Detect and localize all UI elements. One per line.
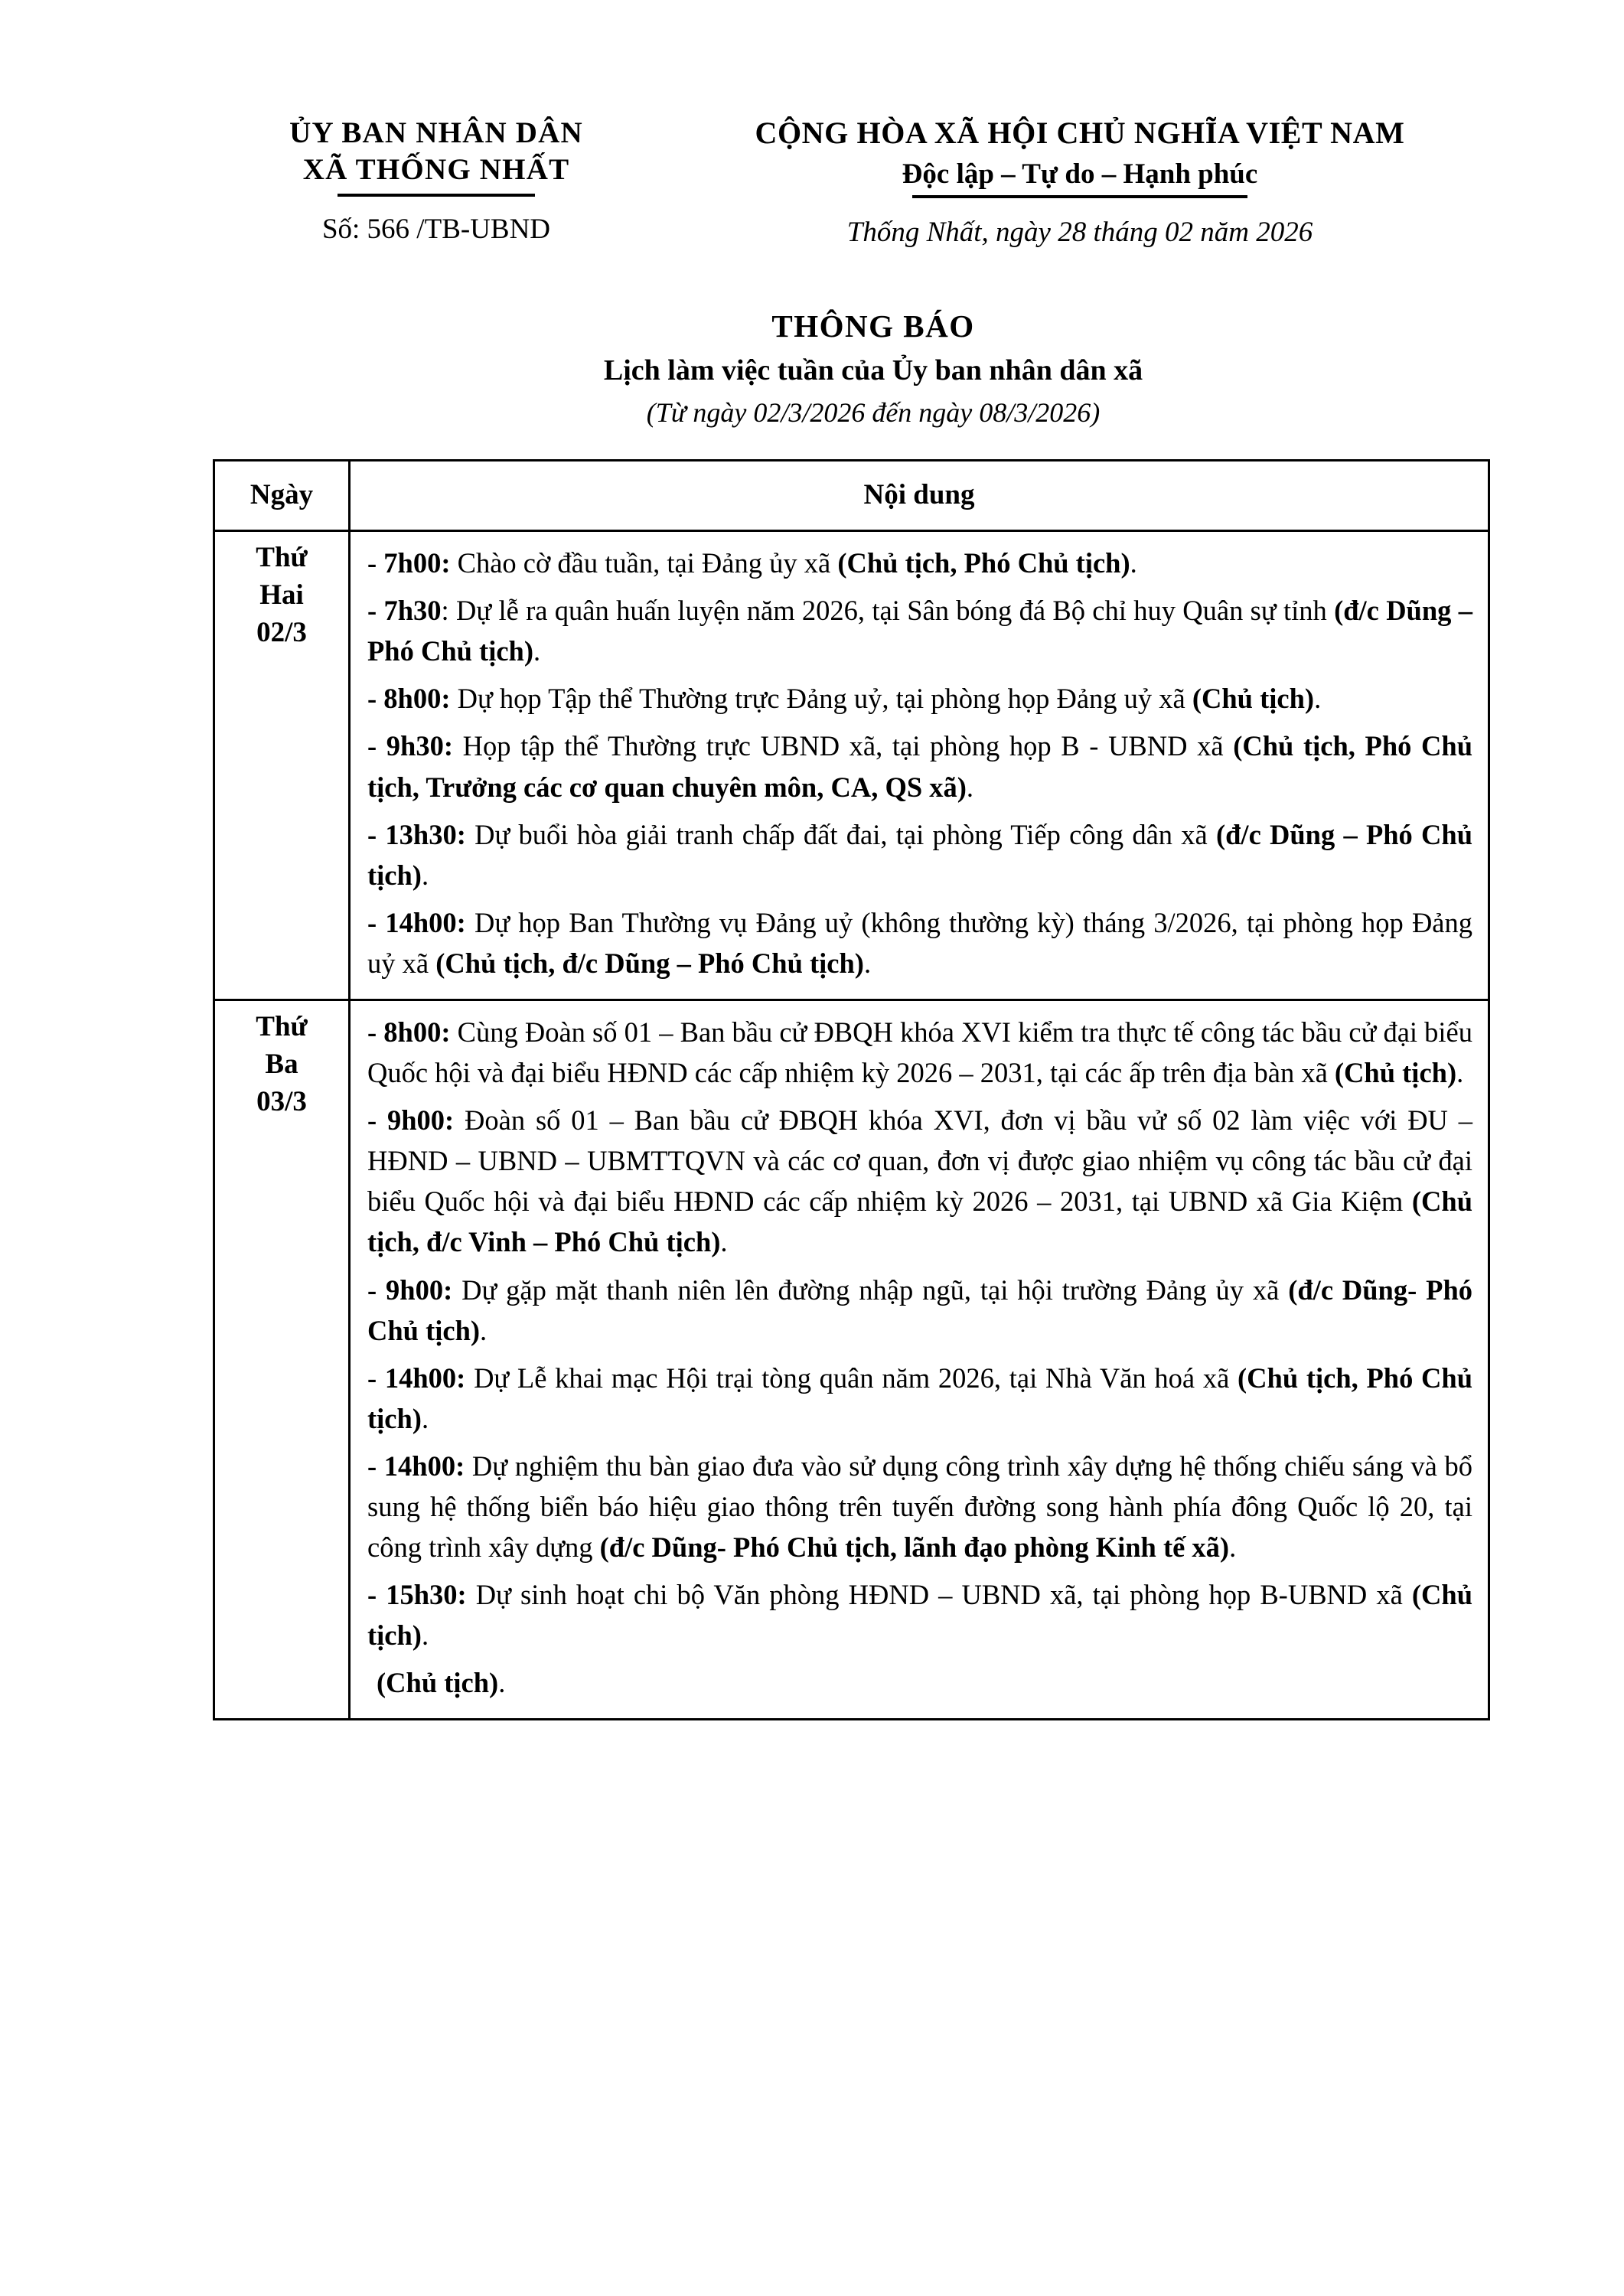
entry-time: - 14h00: <box>367 1450 465 1482</box>
entry-attendees: (đ/c Dũng – Phó Chủ tịch) <box>367 595 1472 667</box>
entry-attendees: (Chủ tịch, Phó Chủ tịch) <box>837 547 1130 579</box>
entry-time: - 7h30 <box>367 595 442 627</box>
day-cell <box>214 1000 350 1720</box>
entry-time: - 14h00: <box>367 1362 466 1394</box>
schedule-entry <box>367 1100 1472 1262</box>
entry-body: Cùng Đoàn số 01 – Ban bầu cử ĐBQH khóa XVI kiểm tra thực tế công tác bầu cử đại biểu Quốc hội và đại biểu HĐND các cấp nhiệm kỳ 2026 – 2031, tại các ấp trên địa bàn xã <box>367 1016 1472 1089</box>
entry-tail: . <box>421 859 429 891</box>
entry-attendees: (Chủ tịch, đ/c Dũng – Phó Chủ tịch) <box>435 947 864 979</box>
national-motto: Độc lập – Tự do – Hạnh phúc <box>902 158 1258 190</box>
entry-body: Chào cờ đầu tuần, tại Đảng ủy xã <box>450 547 838 579</box>
day-label-line: 03/3 <box>256 1085 307 1117</box>
national-heading-block <box>635 115 1624 249</box>
entry-attendees: (Chủ tịch, Phó Chủ tịch) <box>367 1362 1473 1434</box>
entry-body: Dự họp Ban Thường vụ Đảng uỷ (không thường kỳ) tháng 3/2026, tại phòng họp Đảng uỷ xã <box>367 906 1473 979</box>
content-cell <box>350 531 1489 1000</box>
entry-time: - 9h00: <box>367 1274 453 1306</box>
schedule-table-container <box>0 459 1624 1720</box>
entry-attendees: (đ/c Dũng- Phó Chủ tịch, lãnh đạo phòng Kinh tế xã) <box>599 1531 1230 1564</box>
entry-tail: . <box>498 1667 506 1699</box>
title-block <box>0 308 1624 429</box>
entry-time: - 8h00: <box>367 1016 451 1048</box>
day-label-line: 02/3 <box>256 616 307 648</box>
schedule-entry <box>367 1446 1472 1567</box>
document-number: Số: 566 /TB-UBND <box>321 214 551 246</box>
entry-body: : Dự lễ ra quân huấn luyện năm 2026, tại Sân bóng đá Bộ chỉ huy Quân sự tỉnh <box>441 595 1335 627</box>
entry-tail: . <box>421 1619 429 1652</box>
entry-attendees: (Chủ tịch) <box>367 1579 1472 1652</box>
page-title: THÔNG BÁO <box>771 308 975 344</box>
schedule-entry <box>367 902 1472 983</box>
date-range: (Từ ngày 02/3/2026 đến ngày 08/3/2026) <box>646 397 1101 429</box>
entry-attendees: (Chủ tịch) <box>1192 683 1315 715</box>
schedule-entry <box>367 814 1472 895</box>
table-body <box>214 531 1489 1720</box>
entry-time: - 14h00: <box>367 906 466 938</box>
entry-time: - 8h00: <box>367 683 451 715</box>
day-label-line: Thứ <box>256 1010 308 1042</box>
day-label-line: Hai <box>259 579 304 611</box>
entry-body: Dự buổi hòa giải tranh chấp đất đai, tại phòng Tiếp công dân xã <box>465 818 1216 850</box>
entry-time: - 9h30: <box>367 730 453 762</box>
entry-tail: . <box>421 1402 429 1434</box>
entry-tail: . <box>1229 1531 1237 1564</box>
column-header-day: Ngày <box>214 461 350 531</box>
entry-tail: . <box>480 1314 488 1346</box>
entry-tail: . <box>1314 683 1322 715</box>
entry-attendees: (Chủ tịch, đ/c Vinh – Phó Chủ tịch) <box>367 1186 1472 1258</box>
column-header-content: Nội dung <box>350 461 1489 531</box>
schedule-entry <box>367 726 1472 807</box>
place-and-date: Thống Nhất, ngày 28 tháng 02 năm 2026 <box>846 216 1313 248</box>
entry-attendees: (Chủ tịch) <box>377 1667 499 1699</box>
entry-body: Dự họp Tập thể Thường trực Đảng uỷ, tại phòng họp Đảng uỷ xã <box>450 683 1192 715</box>
entry-body: Dự gặp mặt thanh niên lên đường nhập ngũ, tại hội trường Đảng ủy xã <box>452 1274 1289 1306</box>
issuing-authority-block <box>222 115 651 246</box>
day-label-line: Ba <box>265 1048 298 1080</box>
day-label-line: Thứ <box>256 542 308 574</box>
entry-tail: . <box>863 947 872 979</box>
page-subtitle: Lịch làm việc tuần của Ủy ban nhân dân xã <box>603 354 1143 387</box>
schedule-entry <box>367 1270 1472 1351</box>
table-header-row <box>214 461 1489 531</box>
schedule-entry <box>367 543 1472 583</box>
schedule-entry <box>367 678 1472 719</box>
schedule-entry <box>367 1574 1472 1655</box>
content-cell <box>350 1000 1489 1720</box>
entry-tail: . <box>966 771 974 803</box>
entry-attendees: (đ/c Dũng- Phó Chủ tịch) <box>367 1274 1472 1346</box>
entry-tail: . <box>1456 1057 1464 1089</box>
schedule-entry <box>367 1662 1472 1703</box>
table-header <box>214 461 1489 531</box>
motto-underline <box>912 195 1247 198</box>
entry-time: - 9h00: <box>367 1104 455 1137</box>
schedule-entry <box>367 1012 1472 1093</box>
entry-attendees: (đ/c Dũng – Phó Chủ tịch) <box>367 818 1473 891</box>
entry-body: Dự Lễ khai mạc Hội trại tòng quân năm 2026, tại Nhà Văn hoá xã <box>465 1362 1238 1394</box>
entry-attendees: (Chủ tịch, Phó Chủ tịch, Trưởng các cơ quan chuyên môn, CA, QS xã) <box>367 730 1472 803</box>
authority-line-2: XÃ THỐNG NHẤT <box>302 152 570 186</box>
entry-tail: . <box>533 635 541 667</box>
entry-body: Đoàn số 01 – Ban bầu cử ĐBQH khóa XVI, đơn vị bầu vử số 02 làm việc với ĐU – HĐND – UBND – UBMTTQVN và các cơ quan, đơn vị được giao nhiệm vụ công tác bầu cử đại biểu Quốc hội và đại biểu HĐND các cấp nhiệm kỳ 2026 – 2031, tại UBND xã Gia Kiệm <box>367 1104 1472 1218</box>
schedule-entry <box>367 1358 1472 1439</box>
national-title: CỘNG HÒA XÃ HỘI CHỦ NGHĨA VIỆT NAM <box>755 116 1405 150</box>
table-row <box>214 1000 1489 1720</box>
schedule-entry <box>367 590 1472 671</box>
entry-body: Dự sinh hoạt chi bộ Văn phòng HĐND – UBND xã, tại phòng họp B-UBND xã <box>466 1579 1412 1611</box>
table-row <box>214 531 1489 1000</box>
entry-attendees: (Chủ tịch) <box>1334 1057 1457 1089</box>
authority-line-1: ỦY BAN NHÂN DÂN <box>289 116 583 149</box>
document-header <box>0 0 1624 249</box>
entry-time: - 13h30: <box>367 818 466 850</box>
entry-time: - 15h30: <box>367 1579 467 1611</box>
day-cell <box>214 531 350 1000</box>
entry-body: Dự nghiệm thu bàn giao đưa vào sử dụng công trình xây dựng hệ thống chiếu sáng và bổ sung hệ thống biển báo hiệu giao thông trên tuyến đường song hành phía đông Quốc lộ 20, tại công trình xây dựng <box>367 1450 1472 1564</box>
entry-time: - 7h00: <box>367 547 451 579</box>
entry-tail: . <box>720 1226 728 1258</box>
entry-body: Họp tập thể Thường trực UBND xã, tại phòng họp B - UBND xã <box>453 730 1234 762</box>
entry-tail: . <box>1130 547 1137 579</box>
authority-underline <box>338 194 535 197</box>
schedule-table <box>213 459 1490 1720</box>
